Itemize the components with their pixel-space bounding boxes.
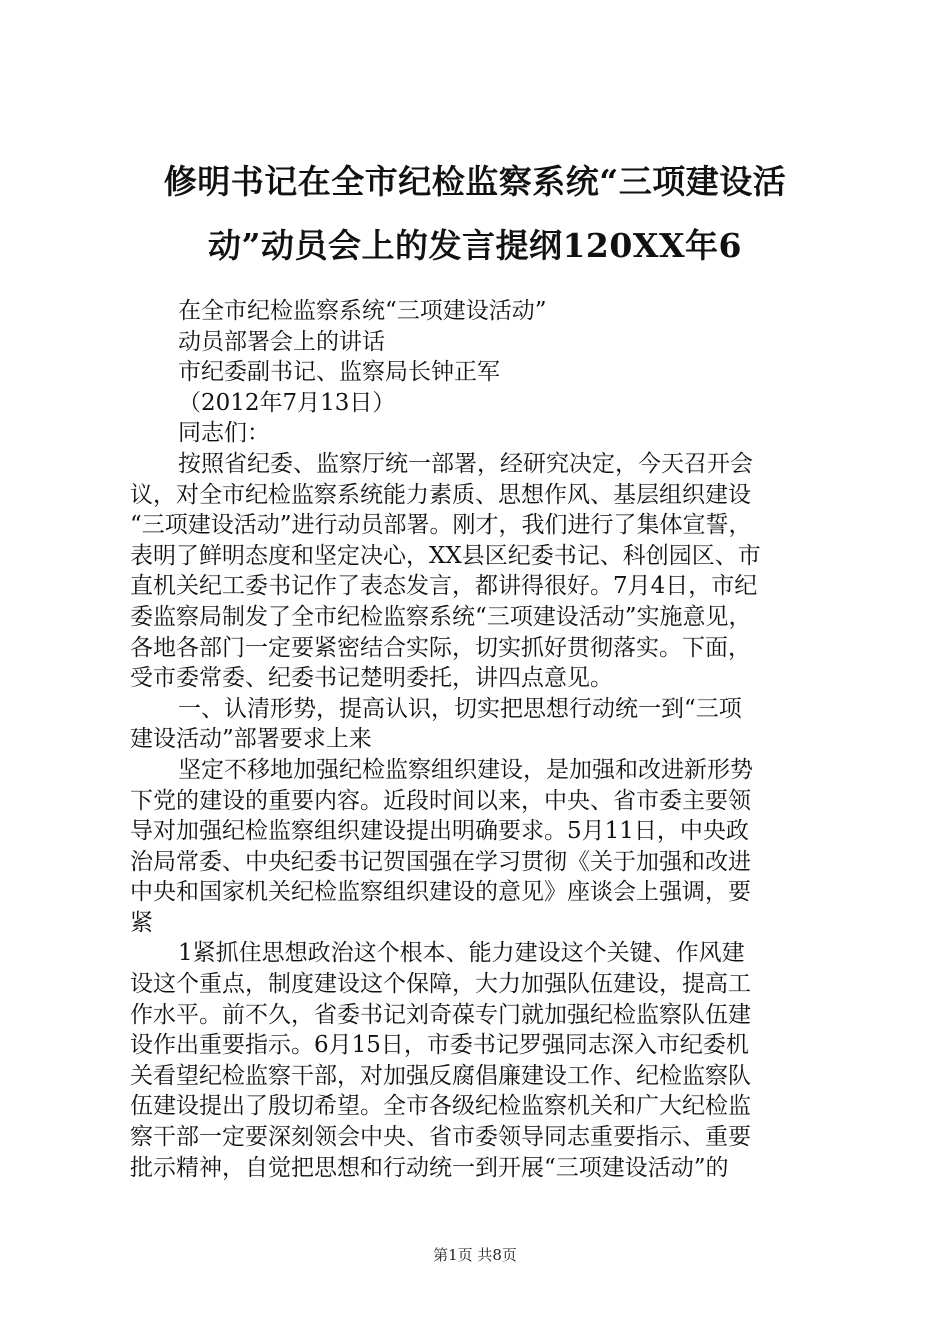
paragraph-line: “三项建设活动”进行动员部署。刚才，我们进行了集体宣誓， — [130, 512, 752, 539]
salutation: 同志们： — [178, 420, 270, 447]
paragraph-line: 批示精神，自觉把思想和行动统一到开展“三项建设活动”的 — [130, 1154, 729, 1181]
document-body — [130, 296, 832, 1183]
paragraph-line: 各地各部门一定要紧密结合实际，切实抓好贯彻落实。下面， — [130, 634, 751, 661]
title-line: 动”动员会上的发言提纲120XX年6 — [207, 226, 743, 265]
paragraph-line: 伍建设提出了殷切希望。全市各级纪检监察机关和广大纪检监 — [130, 1093, 751, 1120]
speaker-line: 市纪委副书记、监察局长钟正军 — [178, 359, 500, 386]
paragraph-line: 1紧抓住思想政治这个根本、能力建设这个关键、作风建 — [178, 940, 745, 967]
paragraph-line: 按照省纪委、监察厅统一部署，经研究决定，今天召开会 — [178, 450, 753, 477]
paragraph-line: 设这个重点，制度建设这个保障，大力加强队伍建设，提高工 — [130, 971, 751, 998]
paragraph-line: 下党的建设的重要内容。近段时间以来，中央、省市委主要领 — [130, 787, 751, 814]
paragraph-line: 议，对全市纪检监察系统能力素质、思想作风、基层组织建设 — [130, 481, 751, 508]
paragraph-line: 察干部一定要深刻领会中央、省市委领导同志重要指示、重要 — [130, 1124, 751, 1151]
title-line: 修明书记在全市纪检监察系统“三项建设活 — [163, 162, 787, 201]
paragraph-line: 坚定不移地加强纪检监察组织建设，是加强和改进新形势 — [178, 756, 753, 783]
page-number: 第1页 共8页 — [433, 1246, 517, 1264]
paragraph-line: 中央和国家机关纪检监察组织建设的意见》座谈会上强调，要 — [130, 879, 751, 906]
paragraph-line: 委监察局制发了全市纪检监察系统“三项建设活动”实施意见， — [130, 603, 752, 630]
section-heading-line: 建设活动”部署要求上来 — [130, 726, 372, 753]
paragraph-line: 设作出重要指示。6月15日，市委书记罗强同志深入市纪委机 — [130, 1032, 749, 1059]
paragraph-line: 受市委常委、纪委书记楚明委托，讲四点意见。 — [130, 665, 613, 692]
paragraph-line: 作水平。前不久，省委书记刘奇葆专门就加强纪检监察队伍建 — [130, 1001, 751, 1028]
speech-heading-line: 在全市纪检监察系统“三项建设活动” — [178, 298, 547, 324]
document-title — [110, 150, 840, 278]
paragraph-line: 紧 — [130, 909, 153, 936]
paragraph-line: 治局常委、中央纪委书记贺国强在学习贯彻《关于加强和改进 — [130, 848, 751, 875]
date-line: （2012年7月13日） — [178, 389, 396, 416]
speech-heading-line: 动员部署会上的讲话 — [178, 328, 385, 355]
paragraph-line: 直机关纪工委书记作了表态发言，都讲得很好。7月4日，市纪 — [130, 573, 758, 600]
paragraph-line: 关看望纪检监察干部，对加强反腐倡廉建设工作、纪检监察队 — [130, 1062, 751, 1089]
paragraph-line: 导对加强纪检监察组织建设提出明确要求。5月11日，中央政 — [130, 818, 749, 845]
paragraph-line: 表明了鲜明态度和坚定决心，XX县区纪委书记、科创园区、市 — [130, 542, 761, 569]
section-heading-line: 一、认清形势，提高认识，切实把思想行动统一到“三项 — [178, 695, 742, 722]
